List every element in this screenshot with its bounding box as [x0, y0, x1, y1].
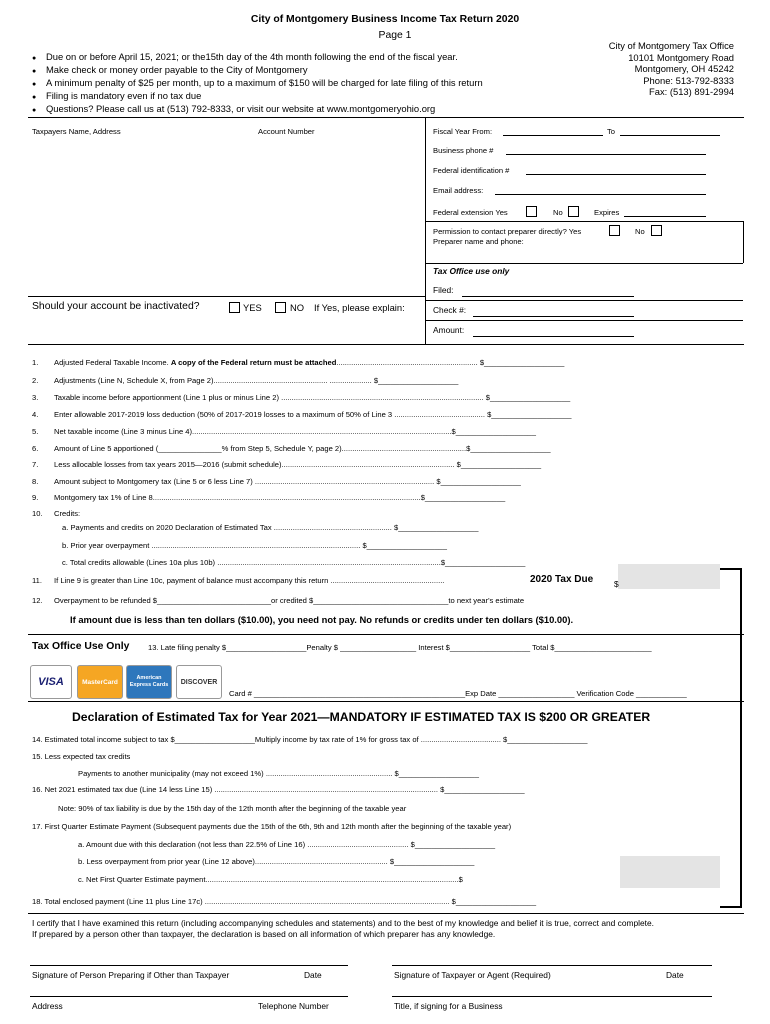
discover-card-icon: DISCOVER — [176, 665, 222, 699]
business-title-label: Title, if signing for a Business — [394, 1001, 503, 1011]
instruction-item: ● Filing is mandatory even if no tax due — [32, 90, 483, 103]
fiscal-year-to-label: To — [607, 127, 616, 136]
preparer-signature-line[interactable] — [30, 965, 348, 966]
amex-card-icon: American Express Cards — [126, 665, 172, 699]
permission-yes-checkbox[interactable] — [609, 225, 620, 236]
line-17a: a. Amount due with this declaration (not less than 22.5% of Line 16) ................................................ $___________________ — [78, 840, 496, 849]
line-5: 5. Net taxable income (Line 3 minus Line 4)...........................................................................................................................$___________________ — [32, 427, 536, 436]
visa-card-icon: VISA — [30, 665, 72, 699]
fiscal-to-field[interactable] — [620, 135, 720, 136]
instruction-item: ● A minimum penalty of $25 per month, up to a maximum of $150 will be charged for late filing of this return — [32, 77, 483, 90]
line-11: 11. If Line 9 is greater than Line 10c, payment of balance must accompany this return ...................................................... — [32, 576, 445, 585]
expires-field[interactable] — [624, 216, 706, 217]
line-4: 4. Enter allowable 2017-2019 loss deduction (50% of 2017-2019 losses to a maximum of 50% of Line 3 ........................................... $___________________ — [32, 410, 572, 419]
business-phone-field[interactable] — [506, 154, 706, 155]
card-number-line: Card # __________________________________________________Exp Date __________________ Verification Code ____________ — [229, 689, 687, 698]
check-number-label: Check #: — [433, 305, 467, 315]
tax-due-dollar: $ — [614, 579, 619, 589]
permission-no-label: No — [635, 227, 645, 236]
line-13: 13. Late filing penalty $___________________Penalty $ __________________ Interest $___________________ Total $_______________________ — [148, 643, 652, 652]
address-label: Address — [32, 1001, 63, 1011]
tax-due-amount-box[interactable] — [618, 564, 720, 589]
instruction-item: ● Make check or money order payable to the City of Montgomery — [32, 64, 483, 77]
account-number-label: Account Number — [258, 127, 315, 136]
line-10c: c. Total credits allowable (Lines 10a plus 10b) ..........................................................................................................$___________________ — [62, 558, 526, 567]
title-line[interactable] — [392, 996, 712, 997]
line-15: 15. Less expected tax credits — [32, 752, 131, 761]
check-number-field[interactable] — [473, 316, 634, 317]
tax-office-use-title: Tax Office Use Only — [32, 641, 130, 652]
email-field[interactable] — [495, 194, 706, 195]
line-16: 16. Net 2021 estimated tax due (Line 14 less Line 15) .......................................................................................................... $___________________ — [32, 785, 525, 794]
line-3: 3. Taxable income before apportionment (Line 1 plus or minus Line 2) ................................................................................................ $___________________ — [32, 393, 571, 402]
line-14: 14. Estimated total income subject to tax $___________________Multiply income by tax rate of 1% for gross tax of ...................................... $___________________ — [32, 735, 588, 744]
estimate-note: Note: 90% of tax liability is due by the 15th day of the 12th month after the beginning of the taxable year — [58, 804, 407, 813]
federal-extension-yes-checkbox[interactable] — [526, 206, 537, 217]
permission-no-checkbox[interactable] — [651, 225, 662, 236]
line-17: 17. First Quarter Estimate Payment (Subsequent payments due the 15th of the 6th, 9th and 12th month after the beginning of the taxable year) — [32, 822, 512, 831]
line-10a: a. Payments and credits on 2020 Declaration of Estimated Tax ........................................................ $___________________ — [62, 523, 479, 532]
taxpayer-date-label: Date — [666, 970, 684, 980]
filed-label: Filed: — [433, 285, 454, 295]
line-7: 7. Less allocable losses from tax years 2015—2016 (submit schedule).................................................................................. $___________________ — [32, 460, 542, 469]
taxpayer-name-label: Taxpayers Name, Address — [32, 127, 121, 136]
fiscal-from-field[interactable] — [503, 135, 603, 136]
first-quarter-payment-box[interactable] — [620, 856, 720, 888]
line-17b: b. Less overpayment from prior year (Line 12 above)............................................................... $___________________ — [78, 857, 475, 866]
taxpayer-signature-line[interactable] — [392, 965, 712, 966]
taxpayer-signature-label: Signature of Taxpayer or Agent (Required) — [394, 970, 551, 980]
line-2: 2. Adjustments (Line N, Schedule X, from Page 2)...................................................... .................... $___________________ — [32, 376, 459, 385]
line-1: 1. Adjusted Federal Taxable Income. A copy of the Federal return must be attached................................................................... $___________________ — [32, 358, 565, 367]
telephone-label: Telephone Number — [258, 1001, 329, 1011]
mastercard-icon: MasterCard — [77, 665, 123, 699]
no-refund-note: If amount due is less than ten dollars ($10.00), you need not pay. No refunds or credits under ten dollars ($10.00). — [70, 614, 574, 625]
federal-extension-label: Federal extension Yes — [433, 208, 508, 217]
tax-office-use-heading: Tax Office use only — [433, 266, 510, 276]
tax-due-label: 2020 Tax Due — [530, 574, 594, 585]
federal-extension-no-label: No — [553, 208, 563, 217]
preparer-declaration-text: If prepared by a person other than taxpayer, the declaration is based on all information of which preparer has any knowledge. — [32, 929, 496, 939]
line-10: 10. Credits: — [32, 509, 81, 518]
instruction-item: ● Questions? Please call us at (513) 792-8333, or visit our website at www.montgomeryohio.org — [32, 103, 483, 116]
form-title: City of Montgomery Business Income Tax Return 2020 — [250, 14, 520, 25]
inactivate-yes-checkbox[interactable] — [229, 302, 240, 313]
inactivate-yes-label: YES — [243, 302, 262, 313]
inactivate-question: Should your account be inactivated? — [32, 301, 200, 312]
line-6: 6. Amount of Line 5 apportioned (_______________% from Step 5, Schedule Y, page 2)...........................................................$___________________ — [32, 444, 551, 453]
federal-extension-no-checkbox[interactable] — [568, 206, 579, 217]
preparer-name-label: Preparer name and phone: — [433, 237, 524, 246]
federal-id-field[interactable] — [526, 174, 706, 175]
filed-field[interactable] — [462, 296, 634, 297]
line-18: 18. Total enclosed payment (Line 11 plus Line 17c) .................................................................................................................... $___________________ — [32, 897, 537, 906]
fiscal-year-from-label: Fiscal Year From: — [433, 127, 493, 136]
page-number: Page 1 — [378, 30, 412, 41]
business-phone-label: Business phone # — [433, 146, 494, 155]
tax-office-address: City of Montgomery Tax Office 10101 Montgomery Road Montgomery, OH 45242 Phone: 513-792-8333 Fax: (513) 891-2994 — [608, 40, 734, 97]
address-line[interactable] — [30, 996, 348, 997]
line-15a: Payments to another municipality (may not exceed 1%) ............................................................ $___________________ — [78, 769, 479, 778]
line-10b: b. Prior year overpayment ................................................................................................... $___________________ — [62, 541, 447, 550]
preparer-date-label: Date — [304, 970, 322, 980]
email-label: Email address: — [433, 186, 484, 195]
line-9: 9. Montgomery tax 1% of Line 8...............................................................................................................................$___________________ — [32, 493, 506, 502]
certification-text: I certify that I have examined this return (including accompanying schedules and statements) and to the best of my knowledge and belief it is true, correct and complete. — [32, 918, 654, 928]
instructions-list — [32, 51, 483, 116]
inactivate-explain-label: If Yes, please explain: — [314, 302, 405, 313]
inactivate-no-label: NO — [290, 302, 305, 313]
line-17c: c. Net First Quarter Estimate payment........................................................................................................................$ — [78, 875, 463, 884]
amount-field[interactable] — [473, 336, 634, 337]
declaration-title: Declaration of Estimated Tax for Year 2021—MANDATORY IF ESTIMATED TAX IS $200 OR GREATER — [72, 710, 651, 724]
line-8: 8. Amount subject to Montgomery tax (Line 5 or 6 less Line 7) ..................................................................................... $___________________ — [32, 477, 521, 486]
line-12: 12. Overpayment to be refunded $___________________________or credited $________________________________to next year's estimate — [32, 596, 525, 605]
permission-contact-label: Permission to contact preparer directly? Yes — [433, 227, 582, 236]
amount-label: Amount: — [433, 325, 465, 335]
expires-label: Expires — [594, 208, 620, 217]
preparer-signature-label: Signature of Person Preparing if Other than Taxpayer — [32, 970, 230, 980]
instruction-item: ● Due on or before April 15, 2021; or the15th day of the 4th month following the end of the fiscal year. — [32, 51, 483, 64]
federal-id-label: Federal identification # — [433, 166, 510, 175]
inactivate-no-checkbox[interactable] — [275, 302, 286, 313]
